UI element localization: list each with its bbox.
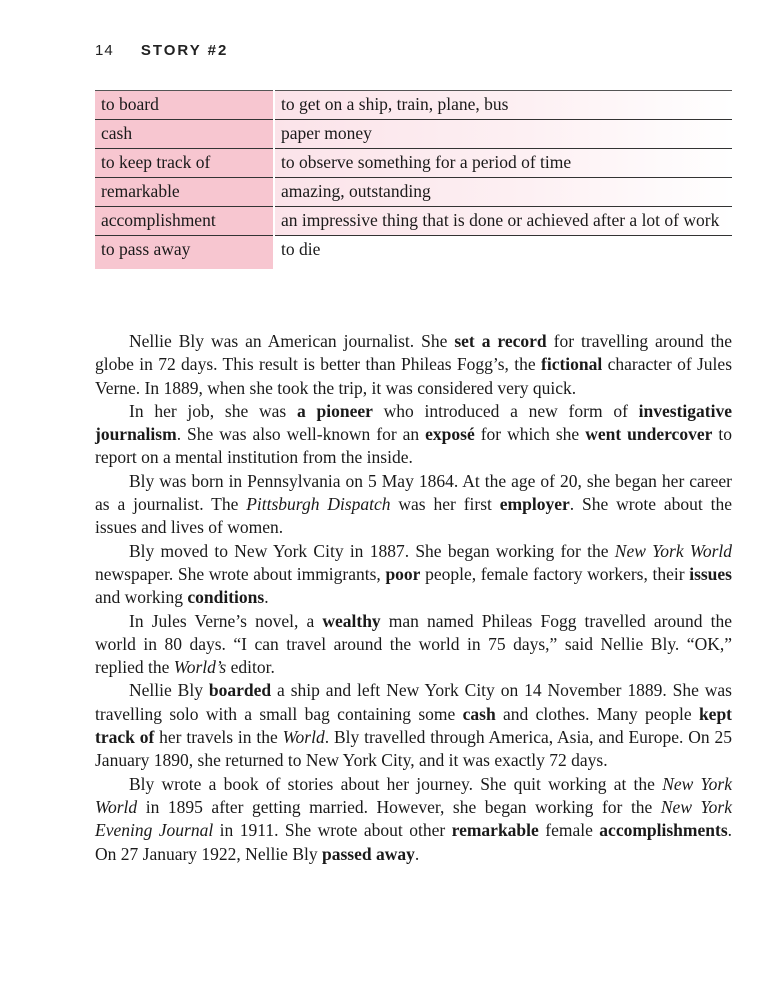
vocabulary-table	[95, 90, 732, 269]
publication-title: Pittsburgh Dispatch	[246, 494, 391, 515]
keyword: employer	[499, 494, 570, 515]
vocab-row	[95, 178, 732, 207]
keyword: went undercover	[585, 424, 713, 445]
publication-title: New York Evening Journal	[95, 796, 732, 841]
keyword: a pioneer	[296, 400, 373, 421]
vocab-row	[95, 207, 732, 236]
story-paragraph: In Jules Verne’s novel, a wealthy man named Phileas Fogg travelled around the world in 80 days. “I can travel around the world in 75 days,” said Nellie Bly. “OK,” replied the World’s editor.	[95, 610, 732, 678]
vocab-term: to pass away	[95, 236, 274, 270]
story-paragraph: Nellie Bly was an American journalist. She set a record for travelling around the globe in 72 days. This result is better than Phileas Fogg’s, the fictional character of Jules Verne. In 1889, when she took the trip, it was considered very quick.	[95, 331, 733, 398]
publication-title: World	[282, 727, 325, 748]
vocab-definition: to get on a ship, train, plane, bus	[274, 91, 732, 120]
keyword: remarkable	[451, 820, 539, 841]
story-paragraph: Bly wrote a book of stories about her journey. She quit working at the New York World in 1895 after getting married. However, she began working for the New York Evening Journal in 1911. She wrote about other remarkable female accomplishments. On 27 January 1922, Nellie Bly passed away.	[95, 773, 732, 864]
vocab-row	[95, 91, 732, 120]
keyword: exposé	[425, 424, 475, 445]
vocab-definition: an impressive thing that is done or achieved after a lot of work	[274, 207, 732, 236]
story-paragraph: Nellie Bly boarded a ship and left New York City on 14 November 1889. She was travelling solo with a small bag containing some cash and clothes. Many people kept track of her travels in the World. Bly travelled through America, Asia, and Europe. On 25 January 1890, she returned to New York City, and it was exactly 72 days.	[95, 680, 733, 771]
story-paragraph: Bly was born in Pennsylvania on 5 May 1864. At the age of 20, she began her career as a journalist. The Pittsburgh Dispatch was her first employer. She wrote about the issues and lives of women.	[95, 470, 732, 538]
keyword: kept track of	[95, 703, 733, 748]
vocab-row	[95, 236, 732, 270]
vocab-term: cash	[95, 120, 274, 149]
story-title: STORY #2	[140, 42, 229, 59]
vocab-definition: amazing, outstanding	[274, 178, 732, 207]
keyword: fictional	[541, 354, 603, 375]
keyword: set a record	[454, 331, 547, 351]
page-header	[95, 42, 228, 59]
publication-title: World’s	[173, 657, 227, 678]
page-number: 14	[95, 42, 114, 59]
vocab-row	[95, 149, 732, 178]
keyword: investigative journalism	[95, 400, 732, 445]
vocab-term: remarkable	[95, 178, 274, 207]
vocab-definition: to die	[274, 236, 732, 270]
vocab-term: accomplishment	[95, 207, 274, 236]
story-paragraph: In her job, she was a pioneer who introduced a new form of investigative journalism. She was also well-known for an exposé for which she went undercover to report on a mental institution from the inside.	[95, 400, 732, 468]
vocab-definition: to observe something for a period of time	[274, 149, 732, 178]
keyword: wealthy	[322, 610, 381, 631]
vocab-definition: paper money	[274, 120, 732, 149]
story-text	[95, 330, 732, 866]
publication-title: New York World	[95, 773, 732, 817]
vocab-term: to board	[95, 91, 274, 120]
keyword: conditions	[187, 587, 265, 608]
vocab-term: to keep track of	[95, 149, 274, 178]
keyword: poor	[385, 563, 421, 584]
keyword: accomplishments	[599, 820, 728, 841]
keyword: cash	[462, 703, 496, 724]
publication-title: New York World	[614, 540, 732, 561]
story-paragraph: Bly moved to New York City in 1887. She began working for the New York World newspaper. She wrote about immigrants, poor people, female factory workers, their issues and working conditions.	[95, 540, 732, 608]
keyword: passed away	[321, 843, 415, 864]
keyword: issues	[689, 563, 732, 584]
keyword: boarded	[208, 680, 272, 701]
vocab-row	[95, 120, 732, 149]
